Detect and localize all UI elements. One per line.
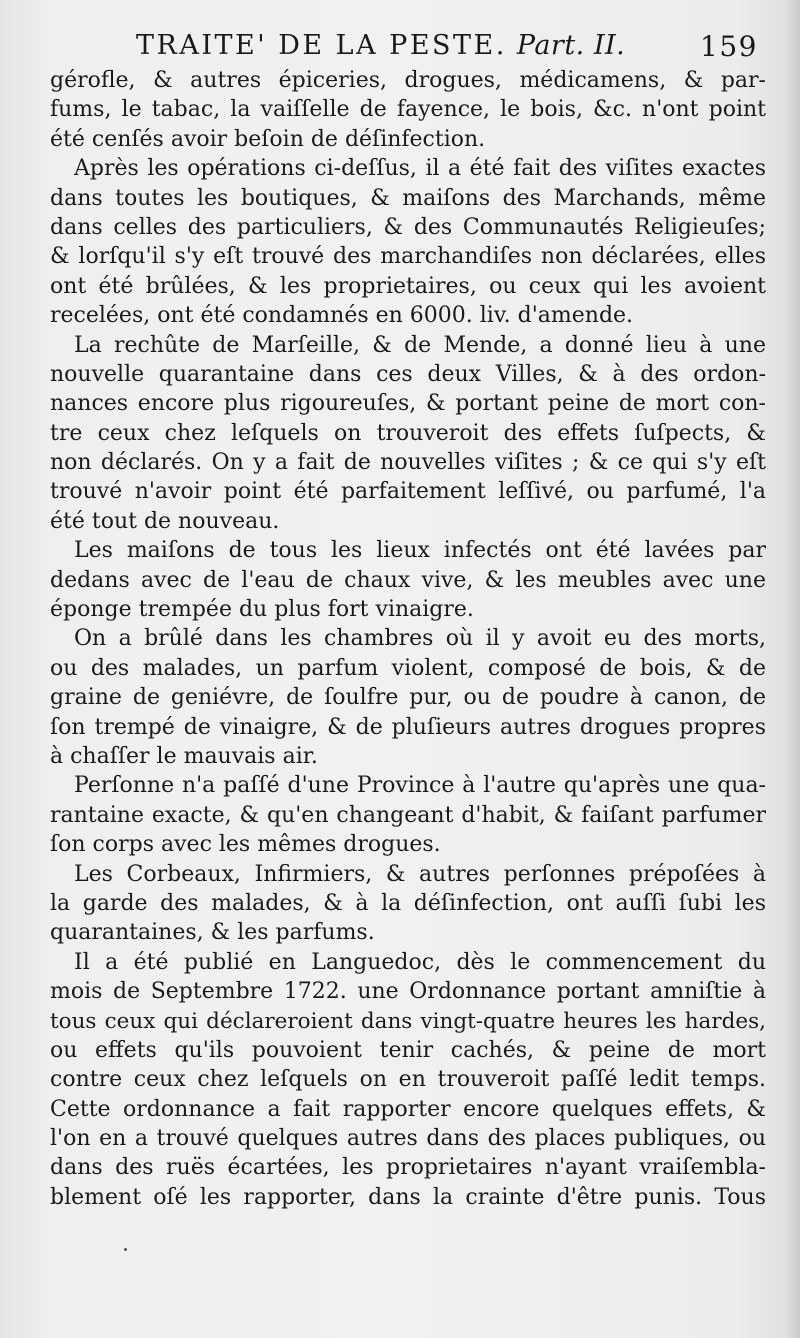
text-line: dedans avec de l'eau de chaux vive, & les meubles avec une [50, 567, 766, 593]
running-header [66, 28, 760, 68]
text-line: ou des malades, un parfum violent, composé de bois, & de [50, 655, 766, 681]
text-line: La rechûte de Marſeille, & de Mende, a donné lieu à une [74, 332, 766, 358]
text-line: rantaine exacte, & qu'en changeant d'habit, & faiſant parfumer [50, 802, 766, 828]
text-line: la garde des malades, & à la déſinfection, ont auſſi ſubi les [50, 890, 766, 916]
text-line: Après les opérations ci-deſſus, il a été fait des viſites exactes [74, 156, 766, 182]
text-line: ont été brûlées, & les proprietaires, ou ceux qui les avoient [50, 273, 766, 299]
text-line: Les maiſons de tous les lieux infectés ont été lavées par [74, 538, 766, 564]
text-line: été tout de nouveau. [50, 508, 280, 534]
text-line: & lorſqu'il s'y eſt trouvé des marchandiſes non déclarées, elles [50, 244, 766, 270]
text-line: dans des ruës écartées, les proprietaires n'ayant vraiſembla- [50, 1155, 766, 1181]
text-line: recelées, ont été condamnés en 6000. liv. d'amende. [50, 303, 634, 329]
ink-speck [124, 1248, 127, 1251]
text-line: l'on en a trouvé quelques autres dans des places publiques, ou [50, 1126, 766, 1152]
text-line: non déclarés. On y a fait de nouvelles viſites ; & ce qui s'y eſt [50, 450, 766, 476]
text-line: tous ceux qui déclareroient dans vingt-quatre heures les hardes, [50, 1008, 766, 1034]
text-line: dans celles des particuliers, & des Communautés Religieuſes; [50, 214, 766, 240]
header-part: Part. II. [516, 30, 626, 61]
text-line: graine de geniévre, de ſoulfre pur, ou de poudre à canon, de [50, 685, 766, 711]
text-line: quarantaines, & les parfums. [50, 920, 375, 946]
text-line: mois de Septembre 1722. une Ordonnance portant amniſtie à [50, 979, 766, 1005]
text-line: été cenſés avoir beſoin de déſinfection. [50, 126, 486, 152]
text-line: On a brûlé dans les chambres où il y avoit eu des morts, [74, 626, 766, 652]
text-line: Il a été publié en Languedoc, dès le commencement du [74, 949, 766, 975]
text-line: dans toutes les boutiques, & maiſons des Marchands, même [50, 185, 766, 211]
text-line: à chaſſer le mauvais air. [50, 743, 318, 769]
text-line: nances encore plus rigoureuſes, & portant peine de mort con- [50, 391, 766, 417]
text-line: éponge trempée du plus fort vinaigre. [50, 597, 474, 623]
running-title [136, 30, 625, 61]
text-line: tre ceux chez leſquels on trouveroit des effets ſuſpects, & [50, 420, 766, 446]
page-number: 159 [700, 30, 758, 63]
text-line: gérofle, & autres épiceries, drogues, médicamens, & par- [50, 68, 766, 93]
text-line: trouvé n'avoir point été parfaitement leſſivé, ou parfumé, l'a [50, 479, 766, 505]
header-title: TRAITE' DE LA PESTE. [136, 30, 507, 61]
text-line: Perſonne n'a paſſé d'une Province à l'autre qu'après une qua- [74, 773, 766, 799]
page-edge-shadow [786, 0, 800, 1338]
text-line: nouvelle quarantaine dans ces deux Villes, & à des ordon- [50, 361, 766, 387]
text-line: Cette ordonnance a fait rapporter encore quelques effets, & [50, 1096, 766, 1122]
text-line: ou effets qu'ils pouvoient tenir cachés, & peine de mort [50, 1037, 766, 1063]
text-line: contre ceux chez leſquels on en trouveroit paſſé ledit temps. [50, 1067, 766, 1093]
body-text [50, 66, 766, 1212]
text-line: ſon trempé de vinaigre, & de pluſieurs autres drogues propres [50, 714, 766, 740]
text-line: fums, le tabac, la vaiſſelle de fayence, le bois, &c. n'ont point [50, 97, 766, 123]
text-line: ſon corps avec les mêmes drogues. [50, 832, 441, 858]
text-line: Les Corbeaux, Infirmiers, & autres perſonnes prépoſées à [74, 861, 766, 887]
text-line: blement oſé les rapporter, dans la crainte d'être punis. Tous [50, 1184, 766, 1210]
